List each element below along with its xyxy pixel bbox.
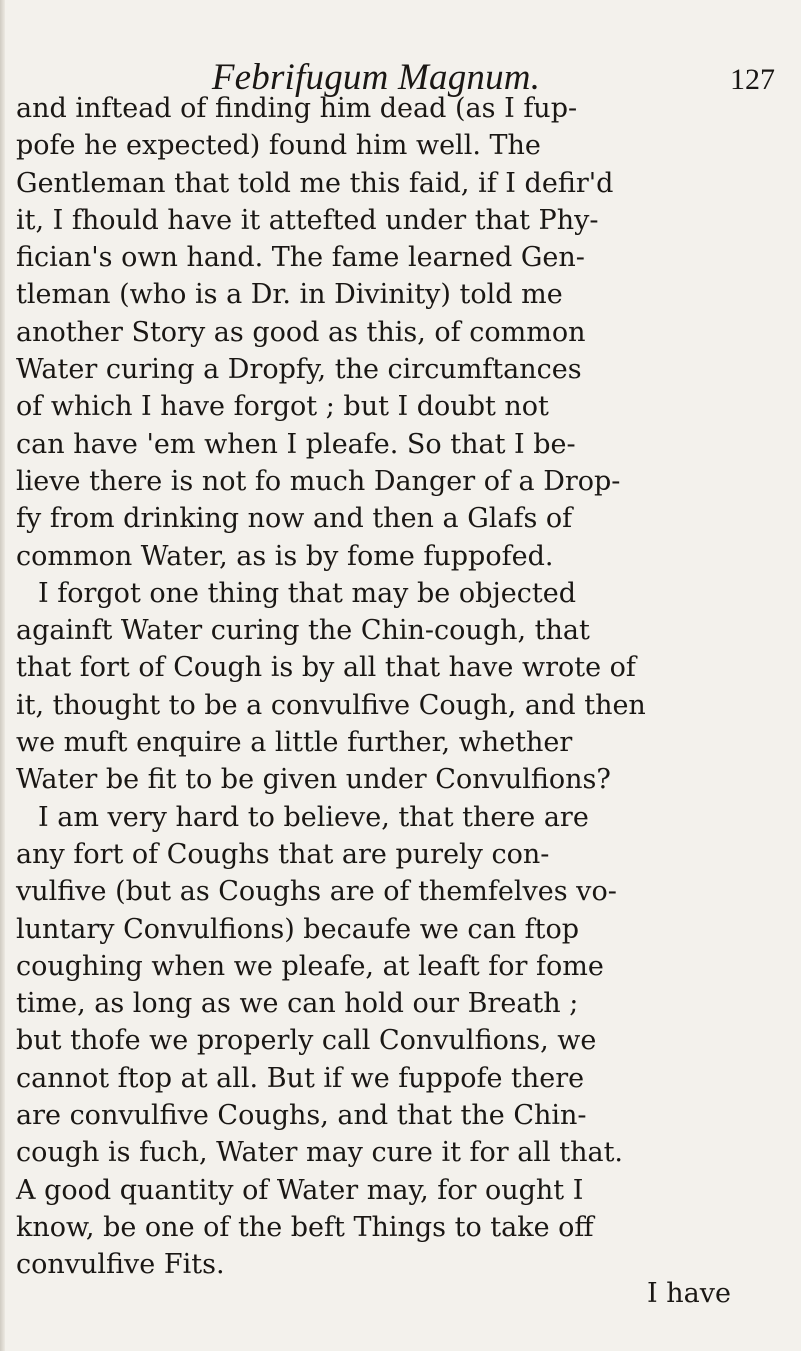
text-line: can have 'em when I pleafe. So that I be-: [16, 428, 576, 460]
text-line: fician's own hand. The fame learned Gen-: [16, 242, 585, 274]
paragraph-start-line: I am very hard to believe, that there are: [38, 801, 589, 833]
text-line: cough is fuch, Water may cure it for all that.: [16, 1137, 624, 1169]
text-line: time, as long as we can hold our Breath ;: [16, 988, 579, 1020]
text-line: of which I have forgot ; but I doubt not: [16, 391, 549, 423]
text-line: tleman (who is a Dr. in Divinity) told me: [16, 279, 563, 311]
text-line: vulfive (but as Coughs are of themfelves vo-: [16, 876, 617, 908]
text-line: Water be fit to be given under Convulfions?: [16, 764, 611, 796]
catchword: I have: [647, 1278, 731, 1309]
text-line: againft Water curing the Chin-cough, that: [16, 615, 590, 647]
text-line: it, I fhould have it attefted under that Phy-: [16, 204, 599, 236]
page-number: 127: [730, 63, 775, 96]
text-line: Water curing a Dropfy, the circumftances: [16, 354, 582, 386]
body-text: [16, 90, 797, 1284]
text-line: cannot ftop at all. But if we fuppofe there: [16, 1062, 585, 1094]
text-line: and inftead of finding him dead (as I fup-: [16, 93, 578, 124]
page-gutter-edge: [0, 0, 5, 1351]
text-line: know, be one of the beft Things to take off: [16, 1211, 594, 1243]
text-line: lieve there is not fo much Danger of a Drop-: [16, 465, 621, 497]
text-line: common Water, as is by fome fuppofed.: [16, 540, 554, 572]
text-line: it, thought to be a convulfive Cough, and then: [16, 689, 646, 721]
text-line: Gentleman that told me this faid, if I defir'd: [16, 167, 614, 199]
text-line: coughing when we pleafe, at leaft for fome: [16, 950, 604, 982]
text-line: fy from drinking now and then a Glafs of: [16, 503, 573, 535]
text-line: A good quantity of Water may, for ought I: [16, 1174, 584, 1206]
running-title: Febrifugum Magnum.: [211, 57, 541, 98]
text-line: another Story as good as this, of common: [16, 316, 586, 348]
text-line: we muft enquire a little further, whether: [16, 727, 573, 759]
text-line: luntary Convulfions) becaufe we can ftop: [16, 913, 579, 945]
text-line: any fort of Coughs that are purely con-: [16, 838, 550, 870]
text-line: pofe he expected) found him well. The: [16, 130, 541, 162]
text-line: but thofe we properly call Convulfions, we: [16, 1025, 597, 1057]
text-line: that fort of Cough is by all that have wrote of: [16, 652, 636, 684]
text-line: are convulfive Coughs, and that the Chin-: [16, 1100, 587, 1132]
paragraph-start-line: I forgot one thing that may be objected: [38, 577, 576, 609]
text-line: convulfive Fits.: [16, 1249, 225, 1281]
